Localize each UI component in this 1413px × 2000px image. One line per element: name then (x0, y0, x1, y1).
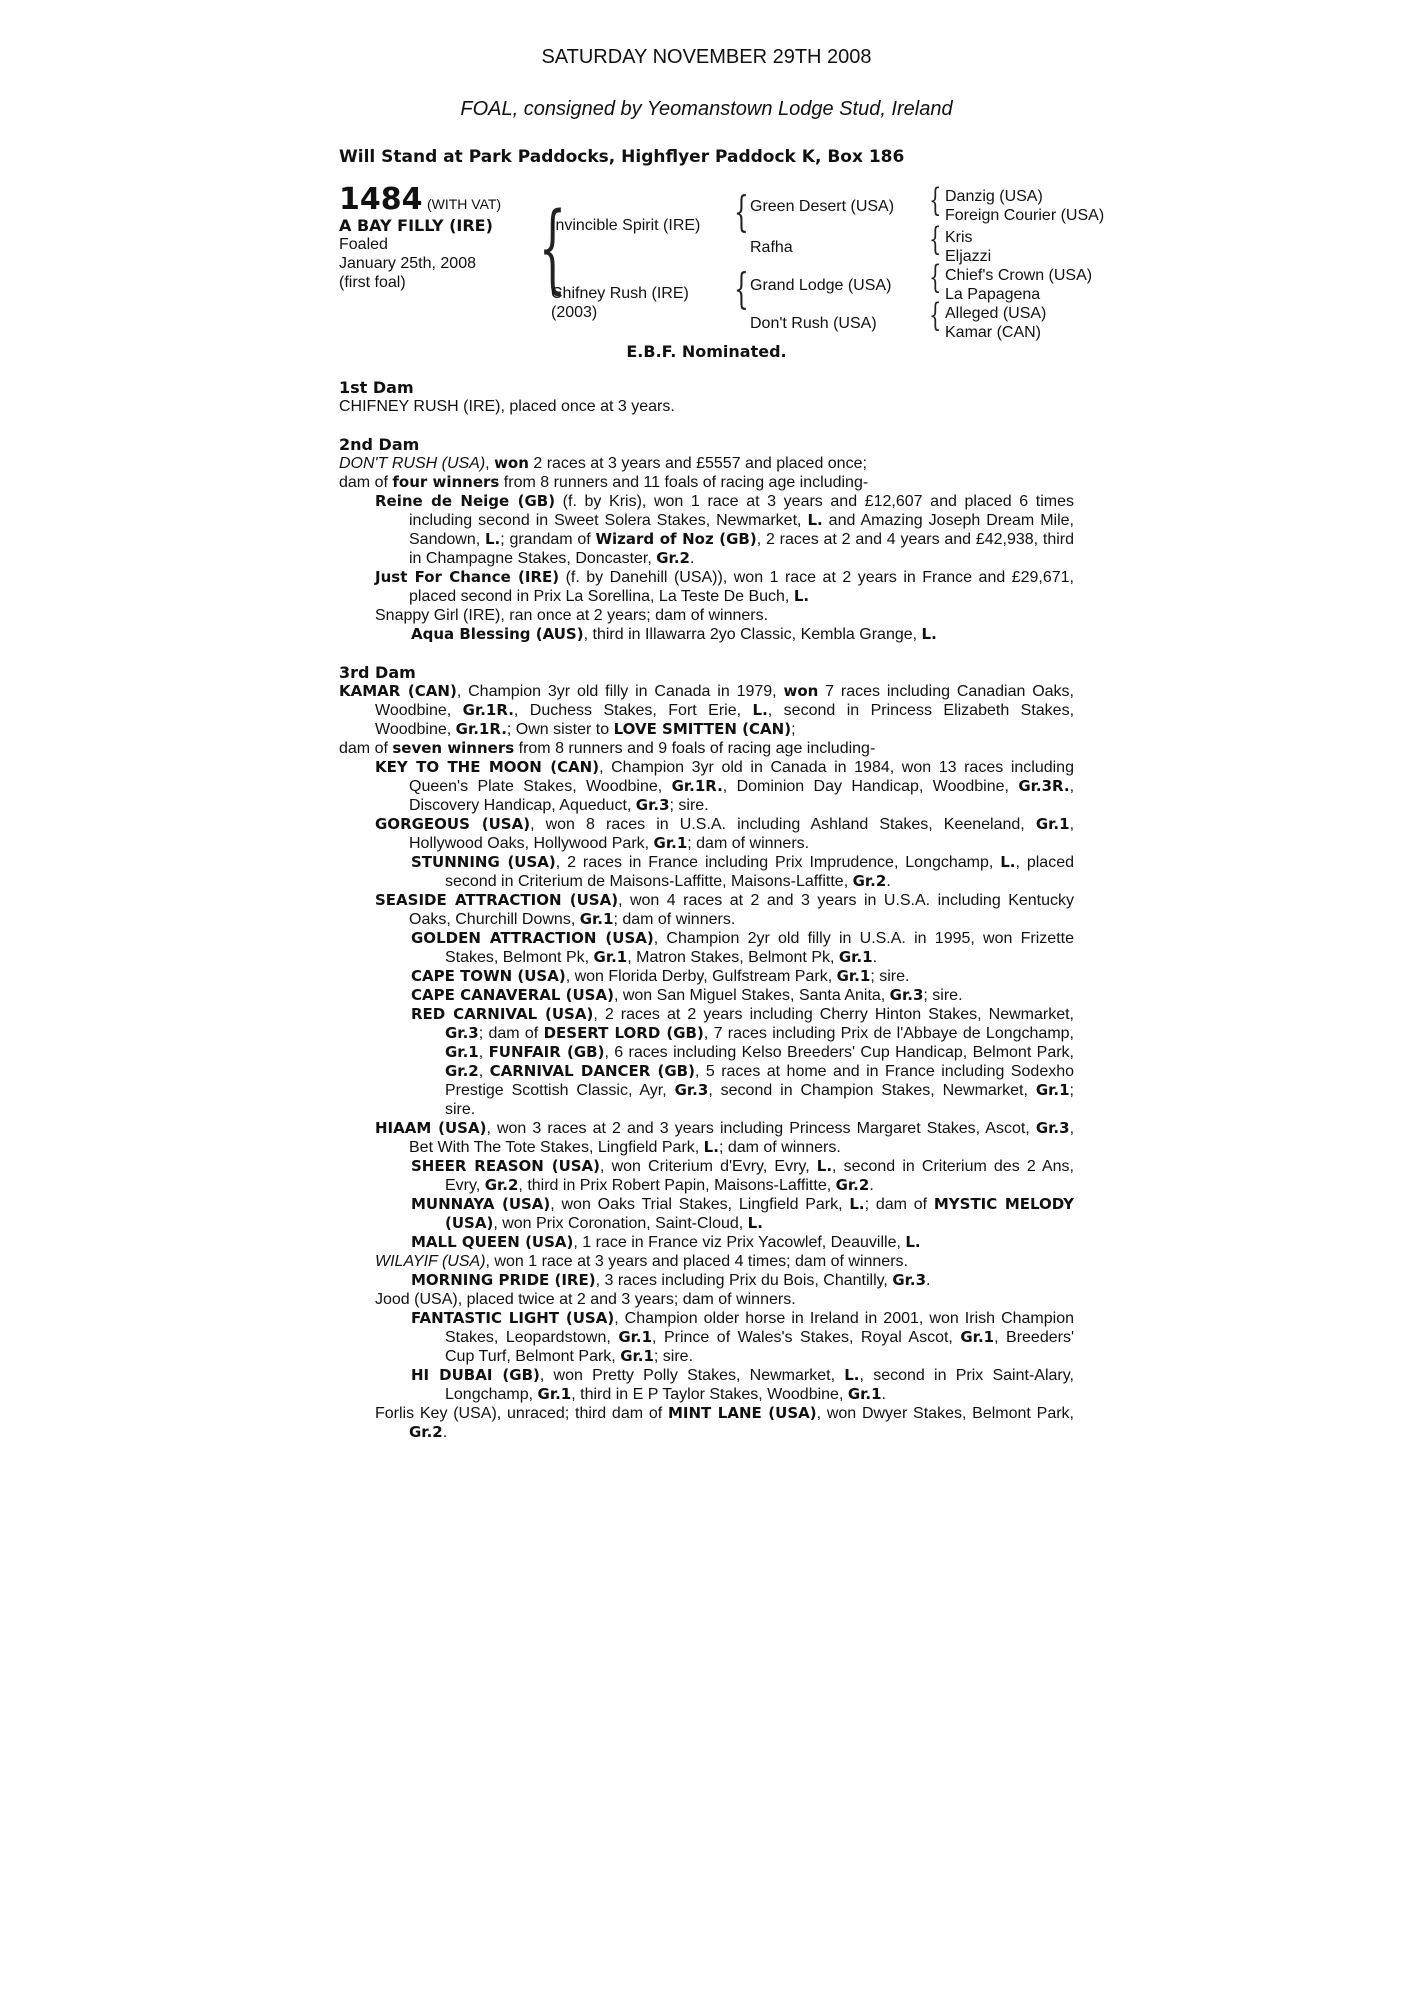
ped-sd: Rafha (750, 239, 793, 256)
produce-munnaya: MUNNAYA (USA), won Oaks Trial Stakes, Lingfield Park, L.; dam of MYSTIC MELODY (USA), won Prix Coronation, Saint-Cloud, L. (411, 1195, 1074, 1232)
third-dam-entry: KAMAR (CAN), Champion 3yr old filly in Canada in 1979, won 7 races including Canadian Oaks, Woodbine, Gr.1R., Duchess Stakes, Fort Erie, L., second in Princess Elizabeth Stakes, Woodbine, Gr.1R.; Own sister to LOVE SMITTEN (CAN); (339, 682, 1075, 738)
ped-ss: Green Desert (USA) (750, 198, 895, 215)
brace-ds: { (929, 258, 942, 296)
produce-aqua-blessing: Aqua Blessing (AUS), third in Illawarra 2yo Classic, Kembla Grange, L. (411, 625, 937, 643)
ped-sss: Danzig (USA) (945, 188, 1043, 205)
produce-seaside-attraction: SEASIDE ATTRACTION (USA), won 4 races at 2 and 3 years in U.S.A. including Kentucky Oaks, Churchill Downs, Gr.1; dam of winners. (375, 891, 1075, 928)
lot-number: 1484 (339, 182, 423, 217)
second-dam-heading: 2nd Dam (339, 435, 420, 454)
produce-gorgeous: GORGEOUS (USA), won 8 races in U.S.A. including Ashland Stakes, Keeneland, Gr.1, Hollywood Oaks, Hollywood Park, Gr.1; dam of winners. (375, 815, 1075, 852)
brace-dd: { (929, 296, 942, 334)
produce-key-to-the-moon: KEY TO THE MOON (CAN), Champion 3yr old in Canada in 1984, won 13 races including Queen's Plate Stakes, Woodbine, Gr.1R., Dominion Day Handicap, Woodbine, Gr.3R., Discovery Handicap, Aqueduct, Gr.3; sire. (375, 758, 1075, 814)
produce-red-carnival: RED CARNIVAL (USA), 2 races at 2 years including Cherry Hinton Stakes, Newmarket, Gr.3; dam of DESERT LORD (GB), 7 races including Prix de l'Abbaye de Longchamp, Gr.1, FUNFAIR (GB), 6 races including Kelso Breeders' Cup Handicap, Belmont Park, Gr.2, CARNIVAL DANCER (GB), 5 races at home and in France including Sodexho Prestige Scottish Classic, Ayr, Gr.3, second in Champion Stakes, Newmarket, Gr.1; sire. (411, 1005, 1075, 1118)
brace-generation-1: { (538, 192, 567, 304)
sale-date: SATURDAY NOVEMBER 29TH 2008 (541, 46, 872, 68)
produce-morning-pride: MORNING PRIDE (IRE), 3 races including Prix du Bois, Chantilly, Gr.3. (411, 1271, 931, 1289)
ped-dss: Chief's Crown (USA) (945, 267, 1093, 284)
lot-block (339, 182, 502, 292)
produce-golden-attraction: GOLDEN ATTRACTION (USA), Champion 2yr old filly in U.S.A. in 1995, won Frizette Stakes, Belmont Pk, Gr.1, Matron Stakes, Belmont Pk, Gr.1. (411, 929, 1074, 966)
ped-dds: Alleged (USA) (945, 305, 1047, 322)
consignor-line: FOAL, consigned by Yeomanstown Lodge Stud, Ireland (460, 98, 953, 120)
brace-dam: { (734, 264, 749, 313)
second-dam-summary: dam of four winners from 8 runners and 11 foals of racing age including- (339, 473, 869, 491)
produce-reine-de-neige: Reine de Neige (GB) (f. by Kris), won 1 race at 3 years and £12,607 and placed 6 times including second in Sweet Solera Stakes, Newmarket, L. and Amazing Joseph Dream Mile, Sandown, L.; grandam of Wizard of Noz (GB), 2 races at 2 and 4 years and £42,938, third in Champagne Stakes, Doncaster, Gr.2. (375, 492, 1075, 567)
produce-cape-town: CAPE TOWN (USA), won Florida Derby, Gulfstream Park, Gr.1; sire. (411, 967, 910, 985)
produce-just-for-chance: Just For Chance (IRE) (f. by Danehill (USA)), won 1 race at 2 years in France and £29,671, placed second in Prix La Sorellina, La Teste De Buch, L. (375, 568, 1074, 605)
first-dam-text: CHIFNEY RUSH (IRE), placed once at 3 years. (339, 398, 675, 415)
ped-ddd: Kamar (CAN) (945, 324, 1042, 341)
produce-hiaam: HIAAM (USA), won 3 races at 2 and 3 years including Princess Margaret Stakes, Ascot, Gr.3, Bet With The Tote Stakes, Lingfield Park, L.; dam of winners. (375, 1119, 1075, 1156)
produce-mall-queen: MALL QUEEN (USA), 1 race in France viz Prix Yacowlef, Deauville, L. (411, 1233, 921, 1251)
produce-forlis-key: Forlis Key (USA), unraced; third dam of MINT LANE (USA), won Dwyer Stakes, Belmont Park, Gr.2. (375, 1404, 1074, 1441)
foaled-date: January 25th, 2008 (339, 255, 476, 272)
produce-stunning: STUNNING (USA), 2 races in France including Prix Imprudence, Longchamp, L., placed second in Criterium de Maisons-Laffitte, Maisons-Laffitte, Gr.2. (411, 853, 1075, 890)
foaled-label: Foaled (339, 236, 388, 253)
third-dam-heading: 3rd Dam (339, 663, 416, 682)
ped-dam: Chifney Rush (IRE) (551, 285, 689, 302)
ped-sdd: Eljazzi (945, 248, 992, 265)
produce-hi-dubai: HI DUBAI (GB), won Pretty Polly Stakes, Newmarket, L., second in Prix Saint-Alary, Longchamp, Gr.1, third in E P Taylor Stakes, Woodbine, Gr.1. (411, 1366, 1074, 1403)
lot-vat: (WITH VAT) (426, 196, 502, 212)
brace-ss: { (929, 181, 942, 219)
produce-jood: Jood (USA), placed twice at 2 and 3 years; dam of winners. (375, 1291, 796, 1308)
ped-dsd: La Papagena (945, 286, 1041, 303)
produce-wilayif: WILAYIF (USA), won 1 race at 3 years and placed 4 times; dam of winners. (375, 1253, 908, 1270)
third-dam-summary: dam of seven winners from 8 runners and 9 foals of racing age including- (339, 739, 876, 757)
first-dam-heading: 1st Dam (339, 378, 414, 397)
ped-dd: Don't Rush (USA) (750, 315, 877, 332)
ped-ds: Grand Lodge (USA) (750, 277, 892, 294)
foal-note: (first foal) (339, 274, 406, 291)
ped-dam-year: (2003) (551, 304, 598, 321)
produce-sheer-reason: SHEER REASON (USA), won Criterium d'Evry, Evry, L., second in Criterium des 2 Ans, Evry, Gr.2, third in Prix Robert Papin, Maisons-Laffitte, Gr.2. (411, 1157, 1074, 1194)
lot-description: A BAY FILLY (IRE) (339, 216, 493, 235)
ebf-note: E.B.F. Nominated. (626, 342, 787, 361)
brace-sd: { (929, 220, 942, 258)
produce-record (339, 378, 1074, 1442)
stand-location: Will Stand at Park Paddocks, Highflyer Paddock K, Box 186 (339, 147, 905, 167)
produce-snappy-girl: Snappy Girl (IRE), ran once at 2 years; dam of winners. (375, 607, 769, 624)
brace-sire: { (734, 187, 749, 236)
second-dam-entry: DON'T RUSH (USA), won 2 races at 3 years and £5557 and placed once; (339, 454, 867, 472)
ped-sire: Invincible Spirit (IRE) (551, 217, 701, 234)
produce-fantastic-light: FANTASTIC LIGHT (USA), Champion older horse in Ireland in 2001, won Irish Champion Stakes, Leopardstown, Gr.1, Prince of Wales's Stakes, Royal Ascot, Gr.1, Breeders' Cup Turf, Belmont Park, Gr.1; sire. (411, 1309, 1075, 1365)
ped-ssd: Foreign Courier (USA) (945, 207, 1105, 224)
ped-sds: Kris (945, 229, 973, 246)
produce-cape-canaveral: CAPE CANAVERAL (USA), won San Miguel Stakes, Santa Anita, Gr.3; sire. (411, 986, 963, 1004)
